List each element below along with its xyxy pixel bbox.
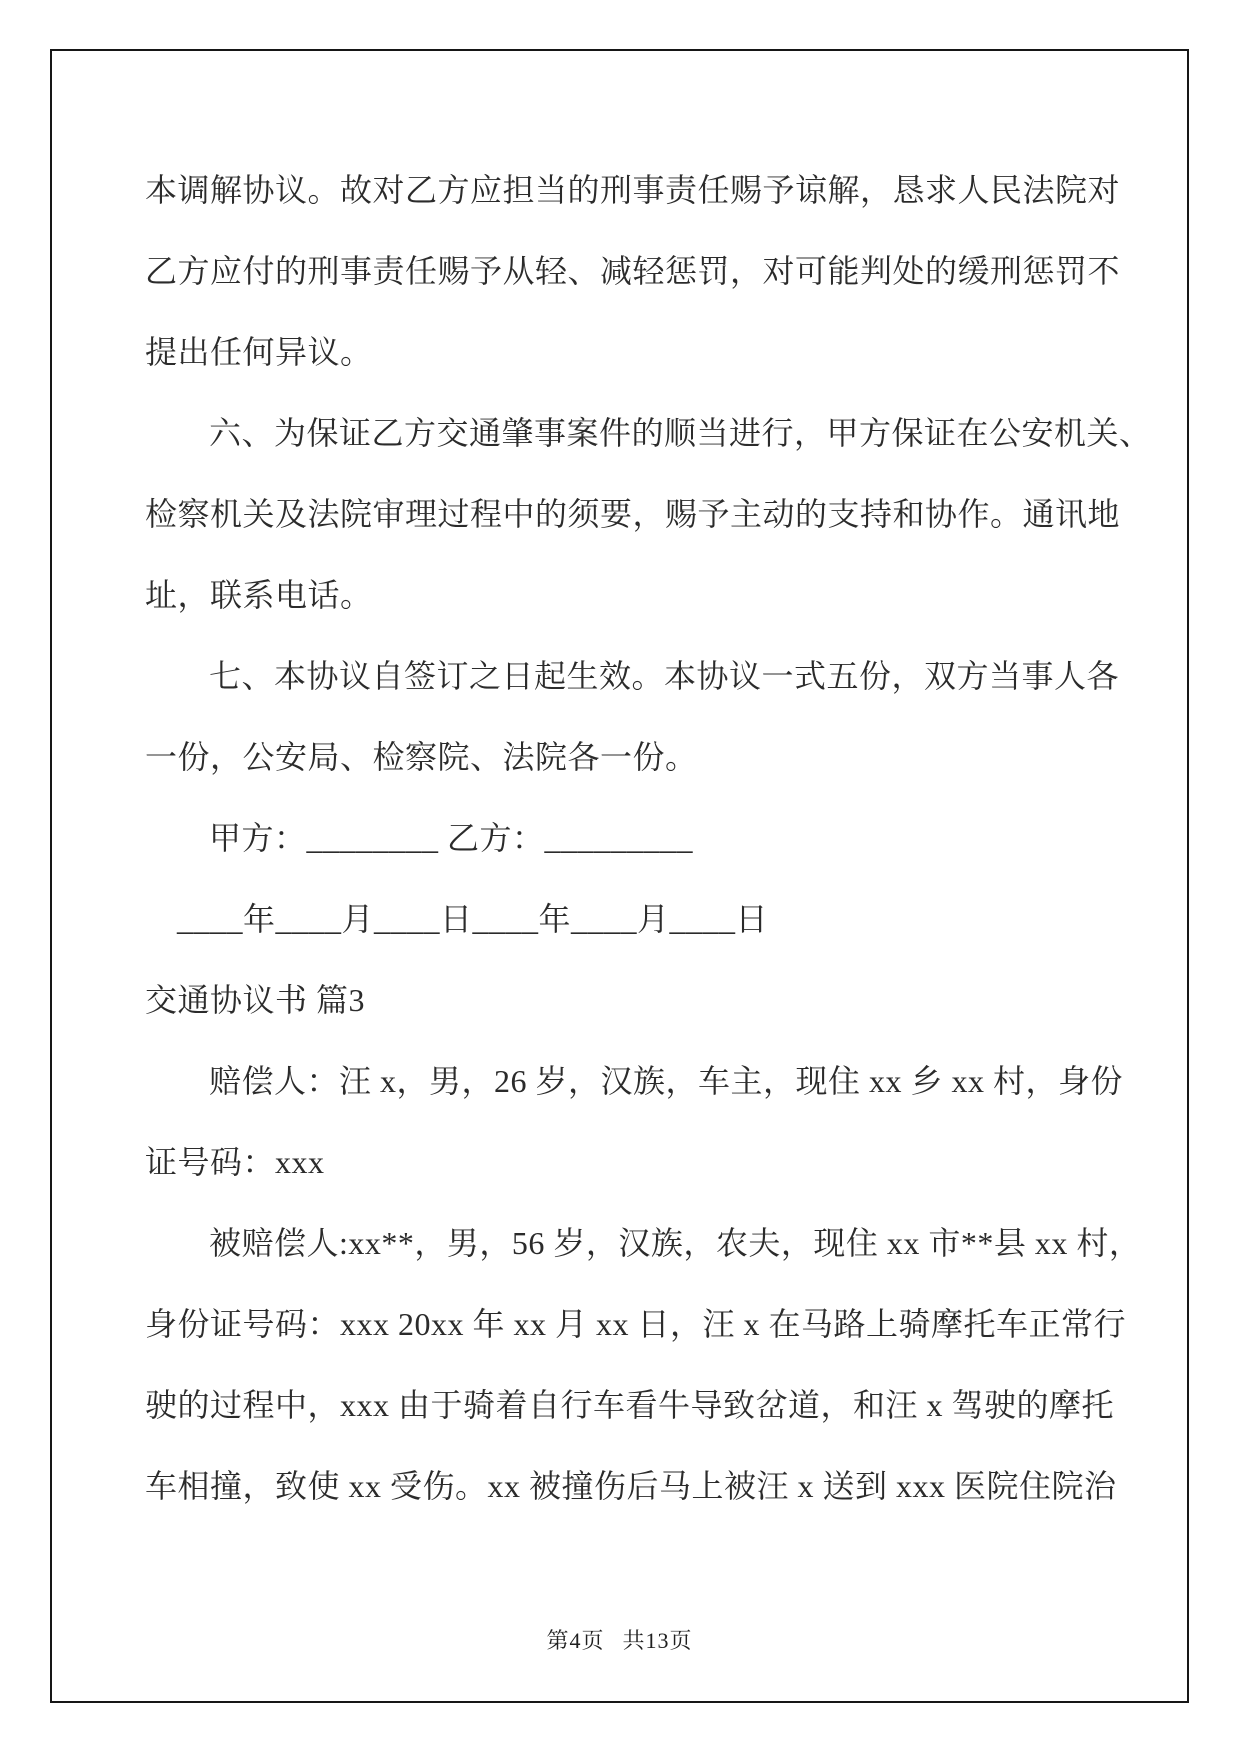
text-line: 赔偿人：汪 x，男，26 岁，汉族，车主，现住 xx 乡 xx 村，身份 [209,1063,1124,1099]
text-line: 一份，公安局、检察院、法院各一份。 [145,739,698,775]
footer-page-total: 共13页 [622,1628,693,1653]
paragraph-mediation-conclusion [145,150,1125,393]
text-line: 身份证号码：xxx 20xx 年 xx 月 xx 日，汪 x 在马路上骑摩托车正常行 [145,1306,1127,1342]
text-line: 证号码：xxx [145,1144,325,1180]
text-line: 六、为保证乙方交通肇事案件的顺当进行，甲方保证在公安机关、 [209,415,1152,451]
footer-page-number: 第4页 [546,1628,605,1653]
signature-line: 甲方：________ 乙方：_________ [209,820,694,856]
text-line: 检察机关及法院审理过程中的须要，赐予主动的支持和协作。通讯地 [145,496,1121,532]
document-content [145,150,1152,1527]
text-line: 提出任何异议。 [145,334,373,370]
text-line: 本调解协议。故对乙方应担当的刑事责任赐予谅解，恳求人民法院对 [145,172,1121,208]
paragraph-compensator [145,1041,1125,1203]
page-footer [52,1628,1187,1654]
text-line: 七、本协议自签订之日起生效。本协议一式五份，双方当事人各 [209,658,1120,694]
paragraph-clause-six [145,393,1152,636]
text-line: 乙方应付的刑事责任赐予从轻、减轻惩罚，对可能判处的缓刑惩罚不 [145,253,1121,289]
page-border-frame [50,49,1189,1703]
section-heading: 交通协议书 篇3 [145,982,366,1018]
paragraph-signature [145,798,1125,879]
paragraph-date [145,879,1125,960]
date-line: ____年____月____日____年____月____日 [177,901,769,937]
text-line: 被赔偿人:xx**，男，56 岁，汉族，农夫，现住 xx 市**县 xx 村， [209,1225,1142,1261]
paragraph-compensated-party [145,1203,1142,1527]
paragraph-clause-seven [145,636,1125,798]
text-line: 驶的过程中，xxx 由于骑着自行车看牛导致岔道，和汪 x 驾驶的摩托 [145,1387,1115,1423]
text-line: 址，联系电话。 [145,577,373,613]
text-line: 车相撞，致使 xx 受伤。xx 被撞伤后马上被汪 x 送到 xxx 医院住院治 [145,1468,1117,1504]
section-heading-pian-3 [145,960,1125,1041]
